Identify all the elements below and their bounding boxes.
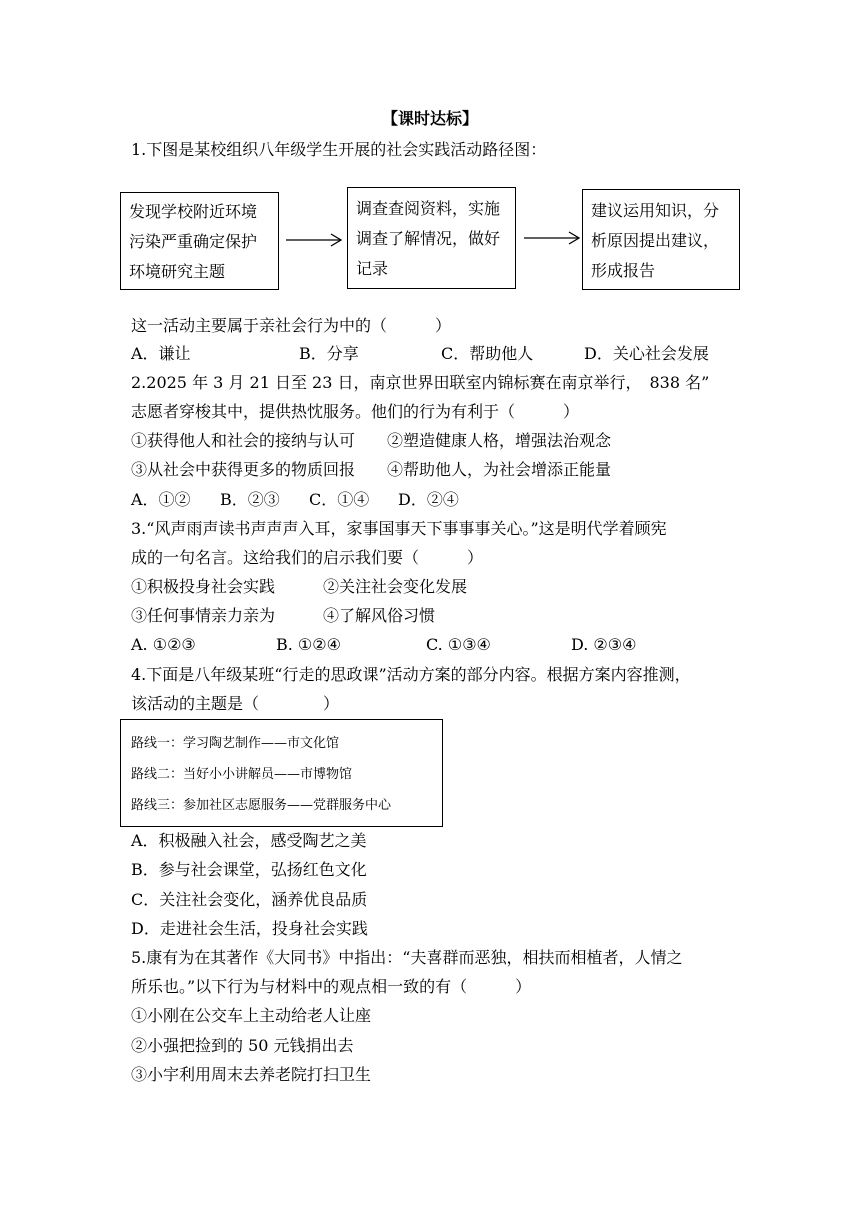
flow-arrow-1: [284, 230, 344, 250]
q1-stem: 1.下图是某校组织八年级学生开展的社会实践活动路径图：: [131, 140, 547, 159]
section-header: 【课时达标】: [381, 109, 478, 128]
q2-stem-line-1: 2.2025 年 3 月 21 日至 23 日，南京世界田联室内锦标赛在南京举行， 838 名”: [131, 373, 710, 392]
q3-option-c: C. ①③④: [426, 635, 491, 654]
route-1: 路线一：学习陶艺制作——市文化馆: [131, 736, 340, 751]
q3-items-line-1: ①积极投身社会实践 ②关注社会变化发展: [131, 577, 468, 596]
q2-items-line-2: ③从社会中获得更多的物质回报 ④帮助他人，为社会增添正能量: [131, 460, 612, 479]
flow-box-2-line-3: 记录: [356, 259, 389, 278]
q1-option-b: B．分享: [299, 344, 359, 363]
route-3: 路线三：参加社区志愿服务——党群服务中心: [131, 798, 392, 813]
flow-box-3-line-3: 形成报告: [591, 261, 656, 280]
q5-item-1: ①小刚在公交车上主动给老人让座: [131, 1006, 372, 1025]
q4-stem-line-2: 该活动的主题是（ ）: [131, 694, 340, 713]
q4-stem-line-1: 4.下面是八年级某班“行走的思政课”活动方案的部分内容。根据方案内容推测，: [131, 665, 691, 684]
flow-box-1-line-2: 污染严重确定保护: [129, 232, 258, 251]
q2-stem-line-2: 志愿者穿梭其中，提供热忱服务。他们的行为有利于（ ）: [131, 402, 580, 421]
q2-option-c: C．①④: [309, 490, 370, 509]
q5-item-2: ②小强把捡到的 50 元钱捐出去: [131, 1036, 354, 1055]
q4-option-d: D．走进社会生活，投身社会实践: [131, 919, 368, 938]
q3-items-line-2: ③任何事情亲力亲为 ④了解风俗习惯: [131, 606, 436, 625]
route-plan-box: [120, 719, 443, 827]
flow-box-2: [347, 187, 516, 289]
q3-option-d: D. ②③④: [571, 635, 637, 654]
flow-box-3: [582, 189, 740, 290]
q2-option-d: D．②④: [398, 490, 459, 509]
q1-option-d: D．关心社会发展: [584, 344, 709, 363]
q3-option-b: B. ①②④: [276, 635, 341, 654]
flow-arrow-2: [522, 228, 582, 248]
q4-option-c: C．关注社会变化，涵养优良品质: [131, 890, 368, 909]
flow-box-1-line-1: 发现学校附近环境: [129, 202, 258, 221]
flow-box-1-line-3: 环境研究主题: [129, 262, 226, 281]
q5-stem-line-2: 所乐也。”以下行为与材料中的观点相一致的有（ ）: [131, 977, 532, 996]
q2-option-b: B．②③: [220, 490, 280, 509]
q5-stem-line-1: 5.康有为在其著作《大同书》中指出：“夫喜群而恶独，相扶而相植者，人情之: [131, 948, 683, 967]
q1-option-a: A．谦让: [131, 344, 191, 363]
q1-option-c: C．帮助他人: [441, 344, 534, 363]
flow-box-2-line-1: 调查查阅资料，实施: [356, 199, 501, 218]
q3-option-a: A. ①②③: [131, 635, 196, 654]
q2-items-line-1: ①获得他人和社会的接纳与认可 ②塑造健康人格，增强法治观念: [131, 431, 612, 450]
flow-box-3-line-1: 建议运用知识，分: [591, 201, 720, 220]
q4-option-b: B．参与社会课堂，弘扬红色文化: [131, 860, 367, 879]
q5-item-3: ③小宇利用周末去养老院打扫卫生: [131, 1065, 372, 1084]
q3-stem-line-2: 成的一句名言。这给我们的启示我们要（ ）: [131, 548, 484, 567]
flow-box-2-line-2: 调查了解情况，做好: [356, 229, 501, 248]
route-2: 路线二：当好小小讲解员——市博物馆: [131, 767, 353, 782]
q4-option-a: A．积极融入社会，感受陶艺之美: [131, 831, 367, 850]
q3-stem-line-1: 3.“风声雨声读书声声声入耳，家事国事天下事事事关心。”这是明代学着顾宪: [131, 519, 667, 538]
flow-box-3-line-2: 析原因提出建议，: [591, 231, 720, 250]
flow-box-1: [120, 192, 279, 290]
q1-question: 这一活动主要属于亲社会行为中的（ ）: [131, 316, 452, 335]
q2-option-a: A．①②: [131, 490, 191, 509]
